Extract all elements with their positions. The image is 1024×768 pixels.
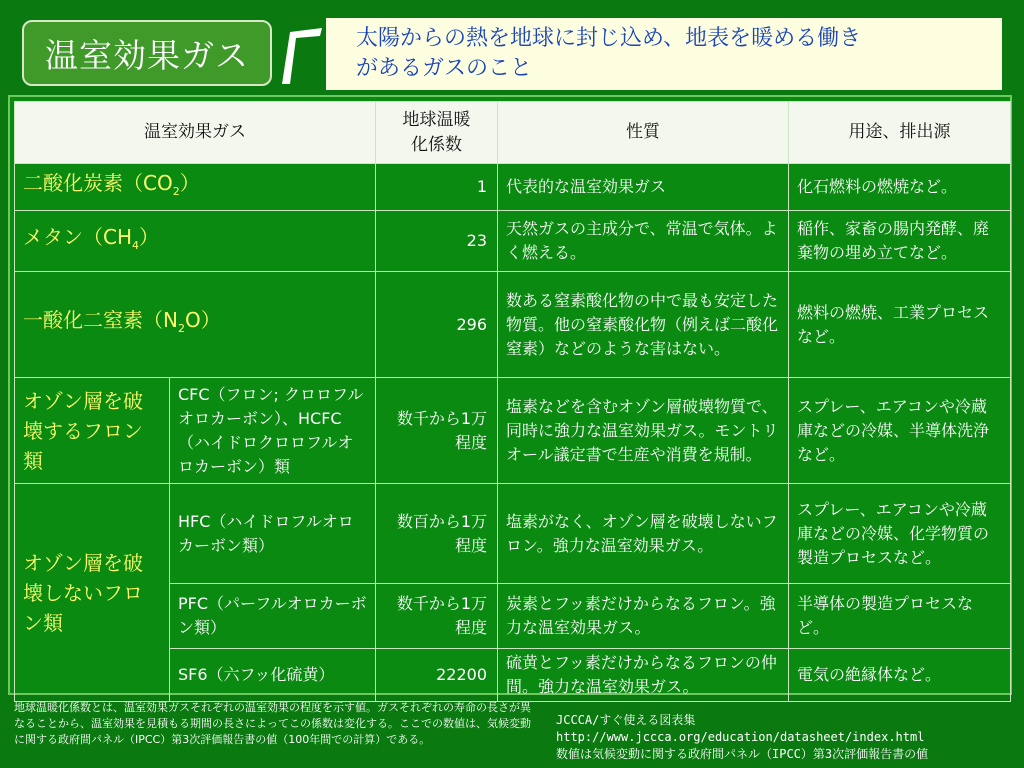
page-title: 温室効果ガス: [22, 20, 272, 86]
gas-source: 電気の絶縁体など。: [789, 649, 1011, 702]
gas-property: 塩素がなく、オゾン層を破壊しないフロン。強力な温室効果ガス。: [498, 484, 789, 584]
definition-line-1: 太陽からの熱を地球に封じ込め、地表を暖める働き: [356, 26, 862, 51]
gas-source: 化石燃料の燃焼など。: [789, 164, 1011, 211]
table-header-row: [15, 102, 1011, 164]
source-citation: [556, 712, 1024, 763]
gas-property: 数ある窒素酸化物の中で最も安定した物質。他の窒素酸化物（例えば二酸化窒素）などのような害はない。: [498, 272, 789, 378]
gas-property: 天然ガスの主成分で、常温で気体。よく燃える。: [498, 211, 789, 272]
gas-property: 代表的な温室効果ガス: [498, 164, 789, 211]
definition-box: [326, 18, 1002, 90]
gas-source: スプレー、エアコンや冷蔵庫などの冷媒、半導体洗浄など。: [789, 378, 1011, 484]
table-row: [15, 484, 1011, 584]
gas-name: [15, 211, 376, 272]
gwp-value: 数千から1万程度: [376, 584, 498, 649]
group-name-ozone-destroying: オゾン層を破壊するフロン類: [15, 378, 170, 484]
table-row: [15, 211, 1011, 272]
source-line-1: JCCCA/すぐ使える図表集: [556, 713, 696, 727]
col-header-gwp: [376, 102, 498, 164]
table-row: [15, 378, 1011, 484]
gwp-value: 23: [376, 211, 498, 272]
gwp-value: 22200: [376, 649, 498, 702]
col-header-gwp-line2: 化係数: [411, 134, 462, 155]
col-header-gas: 温室効果ガス: [15, 102, 376, 164]
group-name-ozone-safe: オゾン層を破壊しないフロン類: [15, 484, 170, 702]
gas-sub-name: HFC（ハイドロフルオロカーボン類）: [170, 484, 376, 584]
gas-source: 半導体の製造プロセスなど。: [789, 584, 1011, 649]
gas-name: [15, 272, 376, 378]
gas-property: 塩素などを含むオゾン層破壊物質で、同時に強力な温室効果ガス。モントリオール議定書で生産や消費を規制。: [498, 378, 789, 484]
gwp-value: 1: [376, 164, 498, 211]
gas-sub-name: CFC（フロン; クロロフルオロカーボン）、HCFC（ハイドロクロロフルオロカーボン）類: [170, 378, 376, 484]
gas-name-text: メタン（CH: [23, 224, 133, 249]
source-url: http://www.jccca.org/education/datasheet/index.html: [556, 730, 925, 744]
gas-source: スプレー、エアコンや冷蔵庫などの冷媒、化学物質の製造プロセスなど。: [789, 484, 1011, 584]
gas-property: 硫黄とフッ素だけからなるフロンの仲間。強力な温室効果ガス。: [498, 649, 789, 702]
gas-table: [14, 101, 1011, 702]
gwp-value: 数千から1万程度: [376, 378, 498, 484]
col-header-property: 性質: [498, 102, 789, 164]
gas-name-text: 二酸化炭素（CO: [23, 170, 173, 195]
definition-line-2: があるガスのこと: [356, 56, 533, 81]
col-header-source: 用途、排出源: [789, 102, 1011, 164]
gas-name-subscript: 2: [172, 184, 180, 198]
gas-name-suffix: ）: [139, 224, 160, 249]
gas-name-text: 一酸化二窒素（N: [23, 308, 178, 332]
col-header-gwp-line1: 地球温暖: [402, 109, 471, 130]
gwp-value: 296: [376, 272, 498, 378]
source-line-3: 数値は気候変動に関する政府間パネル（IPCC）第3次評価報告書の値: [556, 747, 929, 761]
gas-name-suffix: O）: [184, 308, 221, 332]
gas-source: 稲作、家畜の腸内発酵、廃棄物の埋め立てなど。: [789, 211, 1011, 272]
gas-property: 炭素とフッ素だけからなるフロン。強力な温室効果ガス。: [498, 584, 789, 649]
gas-source: 燃料の燃焼、工業プロセスなど。: [789, 272, 1011, 378]
gas-name: [15, 164, 376, 211]
gas-table-panel: [8, 95, 1012, 695]
table-row: [15, 164, 1011, 211]
table-row: [15, 272, 1011, 378]
bracket-decoration: [282, 28, 322, 84]
gas-sub-name: SF6（六フッ化硫黄）: [170, 649, 376, 702]
gwp-footnote: 地球温暖化係数とは、温室効果ガスそれぞれの温室効果の程度を示す値。ガスそれぞれの寿命の長さが異なることから、温室効果を見積もる期間の長さによってこの係数は変化する。ここでの数値は、気候変動に関する政府間パネル（IPCC）第3次評価報告書の値（100年間での計算）である。: [14, 701, 531, 746]
gwp-value: 数百から1万程度: [376, 484, 498, 584]
gas-name-subscript: 4: [132, 238, 140, 252]
gas-sub-name: PFC（パーフルオロカーボン類）: [170, 584, 376, 649]
gas-name-suffix: ）: [179, 170, 200, 195]
gas-name-subscript: 2: [177, 322, 185, 335]
